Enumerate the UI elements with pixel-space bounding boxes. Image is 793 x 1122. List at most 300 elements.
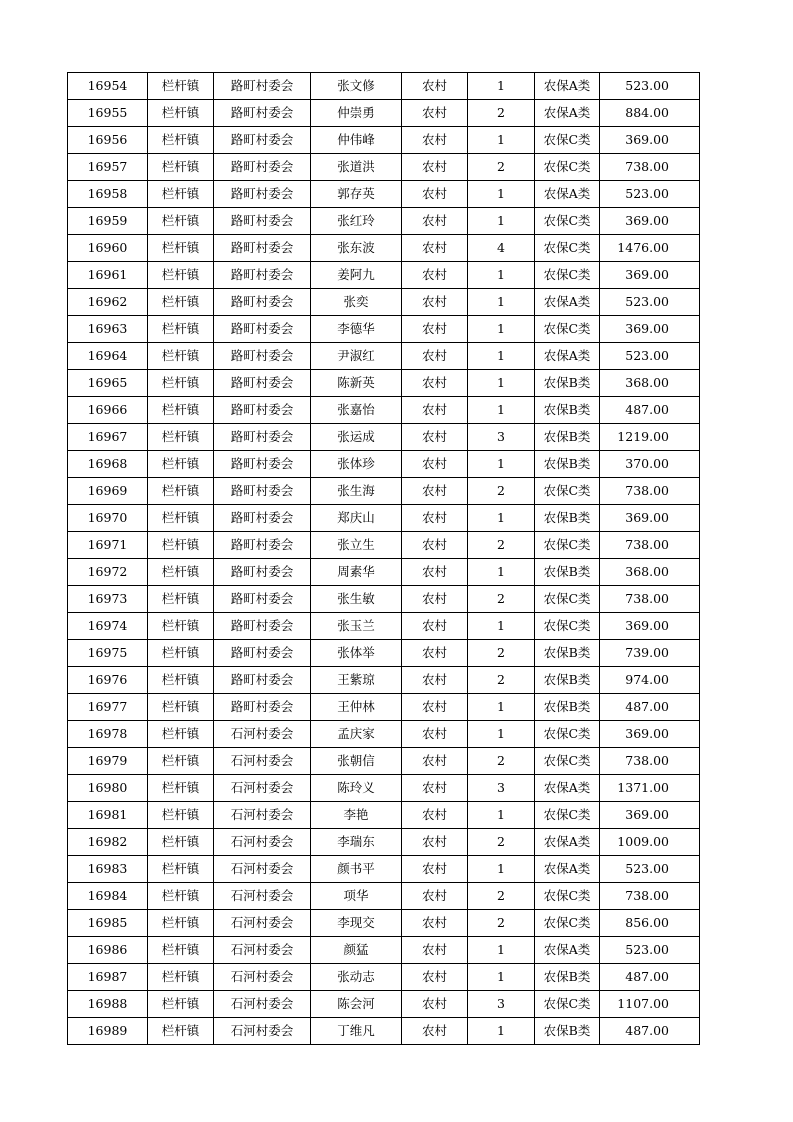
serial-number-cell: 16980: [68, 775, 148, 802]
name-cell: 丁维凡: [311, 1018, 402, 1045]
name-cell: 郑庆山: [311, 505, 402, 532]
amount-cell: 884.00: [600, 100, 700, 127]
insurance-category-cell: 农保C类: [535, 883, 600, 910]
family-size-cell: 1: [468, 370, 535, 397]
family-size-cell: 1: [468, 316, 535, 343]
town-cell: 栏杆镇: [148, 478, 214, 505]
serial-number-cell: 16966: [68, 397, 148, 424]
insurance-category-cell: 农保B类: [535, 667, 600, 694]
village-committee-cell: 路町村委会: [214, 127, 311, 154]
village-committee-cell: 路町村委会: [214, 532, 311, 559]
name-cell: 张嘉怡: [311, 397, 402, 424]
table-row: [68, 397, 700, 424]
table-row: [68, 532, 700, 559]
household-type-cell: 农村: [402, 721, 468, 748]
town-cell: 栏杆镇: [148, 127, 214, 154]
town-cell: 栏杆镇: [148, 424, 214, 451]
amount-cell: 1371.00: [600, 775, 700, 802]
name-cell: 陈玲义: [311, 775, 402, 802]
family-size-cell: 1: [468, 262, 535, 289]
insurance-category-cell: 农保A类: [535, 100, 600, 127]
household-type-cell: 农村: [402, 883, 468, 910]
amount-cell: 523.00: [600, 856, 700, 883]
insurance-category-cell: 农保B类: [535, 397, 600, 424]
village-committee-cell: 路町村委会: [214, 370, 311, 397]
serial-number-cell: 16958: [68, 181, 148, 208]
village-committee-cell: 石河村委会: [214, 964, 311, 991]
household-type-cell: 农村: [402, 775, 468, 802]
insurance-category-cell: 农保A类: [535, 343, 600, 370]
family-size-cell: 2: [468, 478, 535, 505]
table-row: [68, 181, 700, 208]
town-cell: 栏杆镇: [148, 856, 214, 883]
village-committee-cell: 石河村委会: [214, 856, 311, 883]
serial-number-cell: 16954: [68, 73, 148, 100]
name-cell: 张体珍: [311, 451, 402, 478]
town-cell: 栏杆镇: [148, 721, 214, 748]
household-type-cell: 农村: [402, 640, 468, 667]
name-cell: 张道洪: [311, 154, 402, 181]
serial-number-cell: 16968: [68, 451, 148, 478]
town-cell: 栏杆镇: [148, 586, 214, 613]
village-committee-cell: 路町村委会: [214, 154, 311, 181]
amount-cell: 523.00: [600, 343, 700, 370]
insurance-category-cell: 农保C类: [535, 802, 600, 829]
amount-cell: 368.00: [600, 370, 700, 397]
village-committee-cell: 路町村委会: [214, 586, 311, 613]
family-size-cell: 1: [468, 343, 535, 370]
amount-cell: 974.00: [600, 667, 700, 694]
table-row: [68, 748, 700, 775]
town-cell: 栏杆镇: [148, 883, 214, 910]
village-committee-cell: 路町村委会: [214, 73, 311, 100]
insurance-category-cell: 农保A类: [535, 775, 600, 802]
amount-cell: 523.00: [600, 73, 700, 100]
table-row: [68, 910, 700, 937]
serial-number-cell: 16975: [68, 640, 148, 667]
family-size-cell: 1: [468, 964, 535, 991]
village-committee-cell: 路町村委会: [214, 235, 311, 262]
town-cell: 栏杆镇: [148, 802, 214, 829]
serial-number-cell: 16987: [68, 964, 148, 991]
family-size-cell: 2: [468, 748, 535, 775]
family-size-cell: 2: [468, 154, 535, 181]
amount-cell: 487.00: [600, 964, 700, 991]
name-cell: 尹淑红: [311, 343, 402, 370]
household-type-cell: 农村: [402, 478, 468, 505]
name-cell: 张奕: [311, 289, 402, 316]
village-committee-cell: 路町村委会: [214, 181, 311, 208]
household-type-cell: 农村: [402, 910, 468, 937]
table-row: [68, 937, 700, 964]
insurance-category-cell: 农保B类: [535, 370, 600, 397]
village-committee-cell: 路町村委会: [214, 451, 311, 478]
serial-number-cell: 16973: [68, 586, 148, 613]
village-committee-cell: 路町村委会: [214, 505, 311, 532]
town-cell: 栏杆镇: [148, 910, 214, 937]
amount-cell: 1476.00: [600, 235, 700, 262]
name-cell: 颜猛: [311, 937, 402, 964]
name-cell: 王仲林: [311, 694, 402, 721]
household-type-cell: 农村: [402, 397, 468, 424]
serial-number-cell: 16955: [68, 100, 148, 127]
serial-number-cell: 16967: [68, 424, 148, 451]
serial-number-cell: 16989: [68, 1018, 148, 1045]
serial-number-cell: 16964: [68, 343, 148, 370]
amount-cell: 369.00: [600, 316, 700, 343]
serial-number-cell: 16972: [68, 559, 148, 586]
town-cell: 栏杆镇: [148, 289, 214, 316]
name-cell: 张体举: [311, 640, 402, 667]
name-cell: 张红玲: [311, 208, 402, 235]
town-cell: 栏杆镇: [148, 559, 214, 586]
household-type-cell: 农村: [402, 100, 468, 127]
name-cell: 张东波: [311, 235, 402, 262]
table-row: [68, 100, 700, 127]
serial-number-cell: 16965: [68, 370, 148, 397]
serial-number-cell: 16962: [68, 289, 148, 316]
name-cell: 郭存英: [311, 181, 402, 208]
name-cell: 陈会河: [311, 991, 402, 1018]
name-cell: 王紫琼: [311, 667, 402, 694]
amount-cell: 487.00: [600, 694, 700, 721]
family-size-cell: 1: [468, 856, 535, 883]
insurance-category-cell: 农保C类: [535, 613, 600, 640]
serial-number-cell: 16956: [68, 127, 148, 154]
household-type-cell: 农村: [402, 154, 468, 181]
insurance-category-cell: 农保A类: [535, 856, 600, 883]
serial-number-cell: 16977: [68, 694, 148, 721]
family-size-cell: 2: [468, 100, 535, 127]
name-cell: 仲伟峰: [311, 127, 402, 154]
serial-number-cell: 16970: [68, 505, 148, 532]
village-committee-cell: 路町村委会: [214, 424, 311, 451]
amount-cell: 369.00: [600, 262, 700, 289]
village-committee-cell: 路町村委会: [214, 208, 311, 235]
amount-cell: 368.00: [600, 559, 700, 586]
family-size-cell: 4: [468, 235, 535, 262]
name-cell: 张生敏: [311, 586, 402, 613]
amount-cell: 369.00: [600, 721, 700, 748]
amount-cell: 1219.00: [600, 424, 700, 451]
town-cell: 栏杆镇: [148, 343, 214, 370]
table-row: [68, 559, 700, 586]
village-committee-cell: 路町村委会: [214, 478, 311, 505]
name-cell: 张动志: [311, 964, 402, 991]
household-type-cell: 农村: [402, 1018, 468, 1045]
amount-cell: 523.00: [600, 937, 700, 964]
serial-number-cell: 16963: [68, 316, 148, 343]
table-row: [68, 667, 700, 694]
amount-cell: 738.00: [600, 532, 700, 559]
insurance-category-cell: 农保B类: [535, 451, 600, 478]
insurance-category-cell: 农保A类: [535, 829, 600, 856]
insurance-category-cell: 农保C类: [535, 910, 600, 937]
household-type-cell: 农村: [402, 991, 468, 1018]
household-type-cell: 农村: [402, 586, 468, 613]
family-size-cell: 2: [468, 667, 535, 694]
table-row: [68, 451, 700, 478]
table-row: [68, 316, 700, 343]
table-row: [68, 1018, 700, 1045]
serial-number-cell: 16974: [68, 613, 148, 640]
village-committee-cell: 路町村委会: [214, 262, 311, 289]
town-cell: 栏杆镇: [148, 748, 214, 775]
town-cell: 栏杆镇: [148, 397, 214, 424]
amount-cell: 369.00: [600, 208, 700, 235]
family-size-cell: 1: [468, 937, 535, 964]
household-type-cell: 农村: [402, 208, 468, 235]
household-type-cell: 农村: [402, 748, 468, 775]
insurance-category-cell: 农保C类: [535, 316, 600, 343]
table-row: [68, 991, 700, 1018]
insurance-category-cell: 农保B类: [535, 964, 600, 991]
serial-number-cell: 16982: [68, 829, 148, 856]
town-cell: 栏杆镇: [148, 181, 214, 208]
table-row: [68, 505, 700, 532]
household-type-cell: 农村: [402, 127, 468, 154]
name-cell: 张文修: [311, 73, 402, 100]
table-row: [68, 694, 700, 721]
insurance-category-cell: 农保C类: [535, 235, 600, 262]
serial-number-cell: 16983: [68, 856, 148, 883]
name-cell: 项华: [311, 883, 402, 910]
name-cell: 周素华: [311, 559, 402, 586]
name-cell: 仲崇勇: [311, 100, 402, 127]
village-committee-cell: 石河村委会: [214, 829, 311, 856]
village-committee-cell: 路町村委会: [214, 397, 311, 424]
family-size-cell: 3: [468, 424, 535, 451]
town-cell: 栏杆镇: [148, 154, 214, 181]
insurance-category-cell: 农保B类: [535, 559, 600, 586]
insurance-category-cell: 农保B类: [535, 1018, 600, 1045]
household-type-cell: 农村: [402, 343, 468, 370]
table-row: [68, 370, 700, 397]
amount-cell: 487.00: [600, 397, 700, 424]
family-size-cell: 1: [468, 613, 535, 640]
insurance-category-cell: 农保A类: [535, 937, 600, 964]
name-cell: 孟庆家: [311, 721, 402, 748]
insurance-category-cell: 农保B类: [535, 694, 600, 721]
insurance-category-cell: 农保B类: [535, 640, 600, 667]
insurance-category-cell: 农保C类: [535, 532, 600, 559]
household-type-cell: 农村: [402, 505, 468, 532]
town-cell: 栏杆镇: [148, 262, 214, 289]
village-committee-cell: 石河村委会: [214, 937, 311, 964]
serial-number-cell: 16981: [68, 802, 148, 829]
household-type-cell: 农村: [402, 451, 468, 478]
insurance-category-cell: 农保A类: [535, 181, 600, 208]
family-size-cell: 3: [468, 775, 535, 802]
table-row: [68, 235, 700, 262]
insurance-category-cell: 农保C类: [535, 262, 600, 289]
town-cell: 栏杆镇: [148, 370, 214, 397]
town-cell: 栏杆镇: [148, 640, 214, 667]
town-cell: 栏杆镇: [148, 532, 214, 559]
village-committee-cell: 路町村委会: [214, 640, 311, 667]
town-cell: 栏杆镇: [148, 937, 214, 964]
amount-cell: 369.00: [600, 613, 700, 640]
records-table: [67, 72, 700, 1045]
name-cell: 张运成: [311, 424, 402, 451]
serial-number-cell: 16986: [68, 937, 148, 964]
town-cell: 栏杆镇: [148, 235, 214, 262]
serial-number-cell: 16976: [68, 667, 148, 694]
village-committee-cell: 石河村委会: [214, 910, 311, 937]
household-type-cell: 农村: [402, 829, 468, 856]
insurance-category-cell: 农保C类: [535, 748, 600, 775]
serial-number-cell: 16957: [68, 154, 148, 181]
insurance-category-cell: 农保C类: [535, 721, 600, 748]
village-committee-cell: 石河村委会: [214, 991, 311, 1018]
table-row: [68, 640, 700, 667]
household-type-cell: 农村: [402, 613, 468, 640]
household-type-cell: 农村: [402, 289, 468, 316]
family-size-cell: 2: [468, 883, 535, 910]
family-size-cell: 3: [468, 991, 535, 1018]
serial-number-cell: 16985: [68, 910, 148, 937]
serial-number-cell: 16959: [68, 208, 148, 235]
town-cell: 栏杆镇: [148, 991, 214, 1018]
table-row: [68, 73, 700, 100]
village-committee-cell: 石河村委会: [214, 1018, 311, 1045]
amount-cell: 523.00: [600, 289, 700, 316]
insurance-category-cell: 农保C类: [535, 478, 600, 505]
insurance-category-cell: 农保C类: [535, 586, 600, 613]
household-type-cell: 农村: [402, 73, 468, 100]
table-row: [68, 208, 700, 235]
household-type-cell: 农村: [402, 262, 468, 289]
family-size-cell: 2: [468, 586, 535, 613]
table-row: [68, 613, 700, 640]
amount-cell: 1107.00: [600, 991, 700, 1018]
serial-number-cell: 16988: [68, 991, 148, 1018]
village-committee-cell: 石河村委会: [214, 883, 311, 910]
town-cell: 栏杆镇: [148, 1018, 214, 1045]
insurance-category-cell: 农保B类: [535, 424, 600, 451]
serial-number-cell: 16960: [68, 235, 148, 262]
family-size-cell: 1: [468, 208, 535, 235]
family-size-cell: 2: [468, 640, 535, 667]
amount-cell: 487.00: [600, 1018, 700, 1045]
family-size-cell: 1: [468, 505, 535, 532]
serial-number-cell: 16979: [68, 748, 148, 775]
household-type-cell: 农村: [402, 667, 468, 694]
household-type-cell: 农村: [402, 802, 468, 829]
household-type-cell: 农村: [402, 235, 468, 262]
amount-cell: 1009.00: [600, 829, 700, 856]
town-cell: 栏杆镇: [148, 208, 214, 235]
amount-cell: 738.00: [600, 883, 700, 910]
village-committee-cell: 路町村委会: [214, 316, 311, 343]
name-cell: 李现交: [311, 910, 402, 937]
amount-cell: 738.00: [600, 748, 700, 775]
village-committee-cell: 路町村委会: [214, 100, 311, 127]
family-size-cell: 1: [468, 451, 535, 478]
name-cell: 姜阿九: [311, 262, 402, 289]
village-committee-cell: 路町村委会: [214, 343, 311, 370]
family-size-cell: 2: [468, 829, 535, 856]
household-type-cell: 农村: [402, 181, 468, 208]
name-cell: 张生海: [311, 478, 402, 505]
family-size-cell: 1: [468, 127, 535, 154]
insurance-category-cell: 农保C类: [535, 991, 600, 1018]
table-row: [68, 586, 700, 613]
family-size-cell: 1: [468, 181, 535, 208]
family-size-cell: 1: [468, 73, 535, 100]
amount-cell: 738.00: [600, 586, 700, 613]
name-cell: 李瑞东: [311, 829, 402, 856]
name-cell: 张玉兰: [311, 613, 402, 640]
table-row: [68, 127, 700, 154]
family-size-cell: 1: [468, 721, 535, 748]
amount-cell: 523.00: [600, 181, 700, 208]
name-cell: 张朝信: [311, 748, 402, 775]
amount-cell: 738.00: [600, 478, 700, 505]
town-cell: 栏杆镇: [148, 73, 214, 100]
household-type-cell: 农村: [402, 424, 468, 451]
town-cell: 栏杆镇: [148, 505, 214, 532]
insurance-category-cell: 农保A类: [535, 289, 600, 316]
serial-number-cell: 16984: [68, 883, 148, 910]
table-row: [68, 262, 700, 289]
town-cell: 栏杆镇: [148, 829, 214, 856]
serial-number-cell: 16969: [68, 478, 148, 505]
amount-cell: 856.00: [600, 910, 700, 937]
table-row: [68, 289, 700, 316]
serial-number-cell: 16978: [68, 721, 148, 748]
table-row: [68, 424, 700, 451]
amount-cell: 369.00: [600, 505, 700, 532]
table-row: [68, 802, 700, 829]
amount-cell: 738.00: [600, 154, 700, 181]
village-committee-cell: 路町村委会: [214, 559, 311, 586]
town-cell: 栏杆镇: [148, 667, 214, 694]
town-cell: 栏杆镇: [148, 694, 214, 721]
household-type-cell: 农村: [402, 856, 468, 883]
household-type-cell: 农村: [402, 964, 468, 991]
name-cell: 张立生: [311, 532, 402, 559]
family-size-cell: 1: [468, 289, 535, 316]
amount-cell: 369.00: [600, 127, 700, 154]
family-size-cell: 1: [468, 1018, 535, 1045]
family-size-cell: 2: [468, 910, 535, 937]
insurance-category-cell: 农保C类: [535, 208, 600, 235]
insurance-category-cell: 农保A类: [535, 73, 600, 100]
family-size-cell: 2: [468, 532, 535, 559]
village-committee-cell: 石河村委会: [214, 802, 311, 829]
town-cell: 栏杆镇: [148, 964, 214, 991]
town-cell: 栏杆镇: [148, 316, 214, 343]
name-cell: 陈新英: [311, 370, 402, 397]
household-type-cell: 农村: [402, 370, 468, 397]
village-committee-cell: 路町村委会: [214, 694, 311, 721]
village-committee-cell: 路町村委会: [214, 667, 311, 694]
family-size-cell: 1: [468, 397, 535, 424]
village-committee-cell: 石河村委会: [214, 775, 311, 802]
table-row: [68, 154, 700, 181]
records-table-body: [68, 73, 700, 1045]
table-row: [68, 829, 700, 856]
table-row: [68, 721, 700, 748]
amount-cell: 370.00: [600, 451, 700, 478]
village-committee-cell: 石河村委会: [214, 748, 311, 775]
family-size-cell: 1: [468, 694, 535, 721]
table-row: [68, 478, 700, 505]
amount-cell: 739.00: [600, 640, 700, 667]
household-type-cell: 农村: [402, 532, 468, 559]
family-size-cell: 1: [468, 802, 535, 829]
